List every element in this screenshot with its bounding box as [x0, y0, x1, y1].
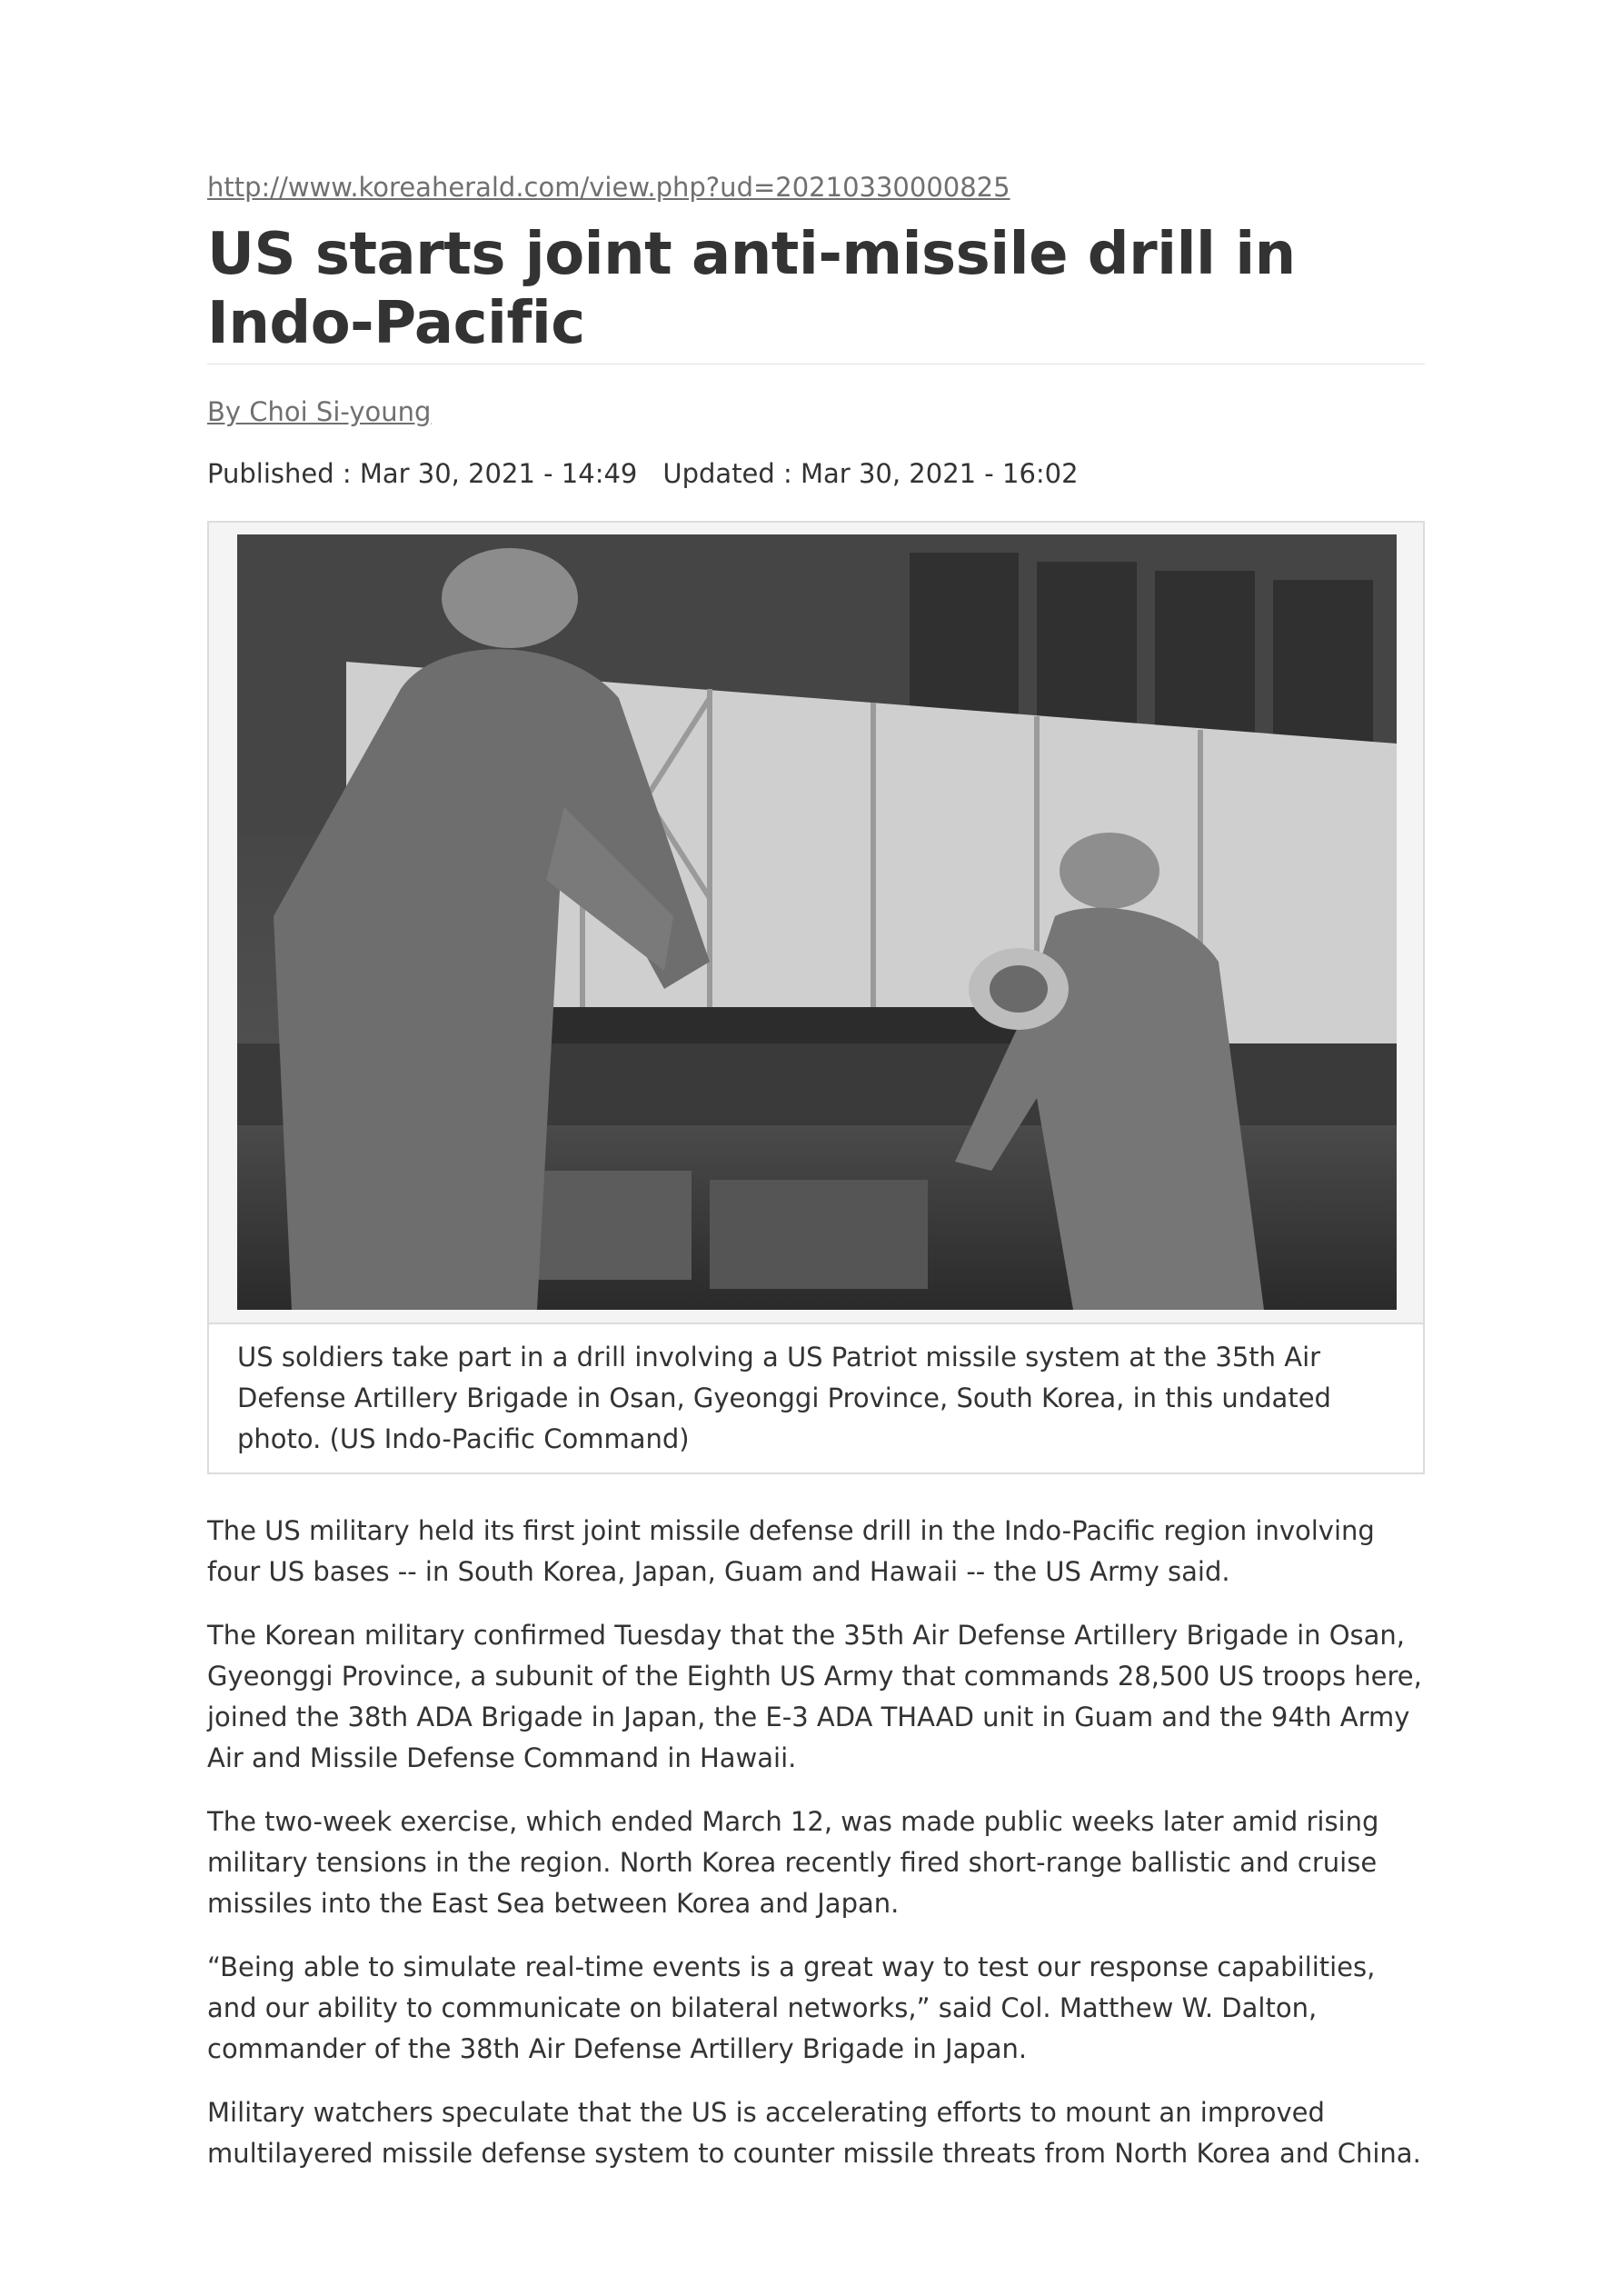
body-paragraph: The Korean military confirmed Tuesday that the 35th Air Defense Artillery Brigade in Osan, Gyeonggi Province, a subunit of the Eighth US Army that commands 28,500 US troops here, joined the 38th ADA Brigade in Japan, the E-3 ADA THAAD unit in Guam and the 94th Army Air and Missile Defense Command in Hawaii.: [207, 1620, 1422, 1773]
body-paragraph: “Being able to simulate real-time events is a great way to test our response capabilities, and our ability to communicate on bilateral networks,” said Col. Matthew W. Dalton, commander of the 38th Air Defense Artillery Brigade in Japan.: [207, 1952, 1376, 2064]
source-url-link[interactable]: http://www.koreaherald.com/view.php?ud=20210330000825: [207, 172, 1010, 203]
article: [207, 169, 1425, 2174]
body-paragraph: The two-week exercise, which ended March 12, was made public weeks later amid rising military tensions in the region. North Korea recently fired short-range ballistic and cruise missiles into the East Sea between Korea and Japan.: [207, 1806, 1379, 1919]
headline: US starts joint anti-missile drill in Indo-Pacific: [207, 220, 1425, 364]
published-date: Published : Mar 30, 2021 - 14:49: [207, 458, 638, 489]
article-body: [207, 1511, 1425, 2174]
body-paragraph: Military watchers speculate that the US is accelerating efforts to mount an improved multilayered missile defense system to counter missile threats from North Korea and China.: [207, 2097, 1421, 2169]
dates: [207, 455, 1425, 492]
byline-link[interactable]: By Choi Si-young: [207, 396, 432, 427]
body-paragraph: The US military held its first joint missile defense drill in the Indo-Pacific region involving four US bases -- in South Korea, Japan, Guam and Hawaii -- the US Army said.: [207, 1515, 1375, 1587]
photo-figure: [207, 521, 1425, 1474]
photo-caption: US soldiers take part in a drill involving a US Patriot missile system at the 35th Air Defense Artillery Brigade in Osan, Gyeonggi Province, South Korea, in this undated photo. (US Indo-Pacific Command): [209, 1323, 1423, 1472]
photo-soldiers-patriot-missile: [237, 534, 1397, 1310]
updated-date: Updated : Mar 30, 2021 - 16:02: [662, 458, 1079, 489]
